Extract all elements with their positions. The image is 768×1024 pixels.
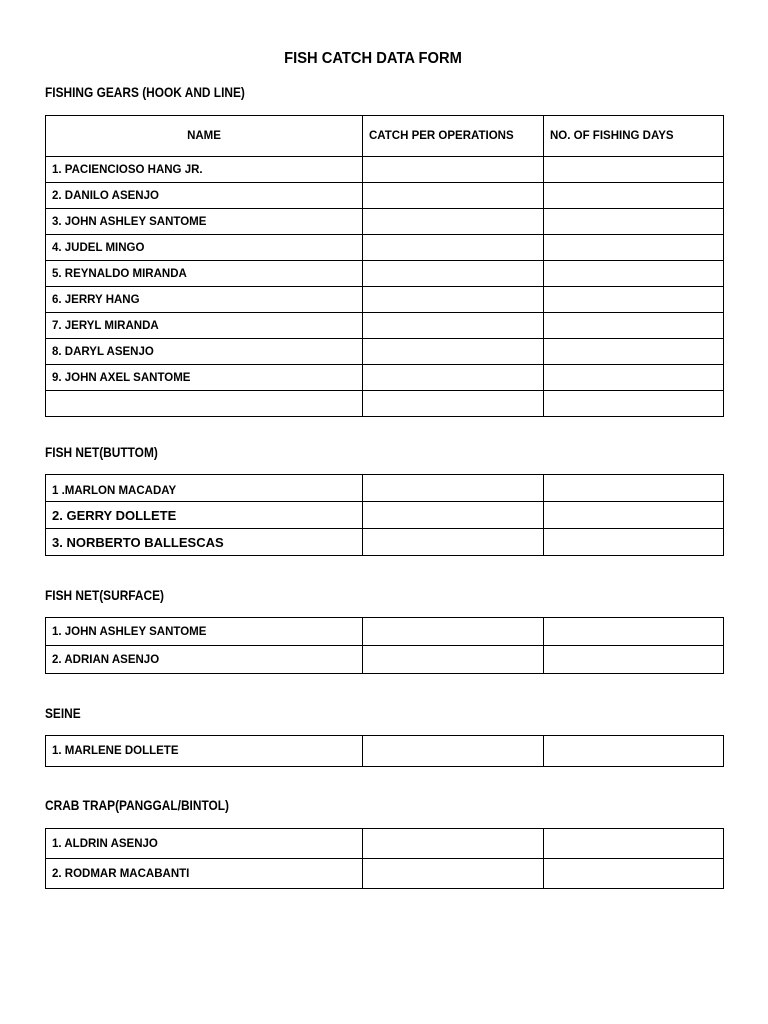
catch-cell[interactable] [363,209,544,235]
table-row [46,365,724,391]
name-cell: 2. RODMAR MACABANTI [46,859,363,889]
name-cell: 8. DARYL ASENJO [46,339,363,365]
catch-cell[interactable] [363,235,544,261]
table-row [46,261,724,287]
table-row [46,209,724,235]
days-cell[interactable] [544,618,724,646]
name-cell: 9. JOHN AXEL SANTOME [46,365,363,391]
days-cell[interactable] [544,475,724,502]
days-cell[interactable] [544,391,724,417]
catch-cell[interactable] [363,287,544,313]
catch-cell[interactable] [363,736,544,767]
name-cell: 4. JUDEL MINGO [46,235,363,261]
name-cell: 3. JOHN ASHLEY SANTOME [46,209,363,235]
catch-cell[interactable] [363,261,544,287]
table-row [46,391,724,417]
days-cell[interactable] [544,209,724,235]
name-cell: 2. DANILO ASENJO [46,183,363,209]
catch-cell[interactable] [363,529,544,556]
catch-cell[interactable] [363,157,544,183]
name-cell: 7. JERYL MIRANDA [46,313,363,339]
table-row [46,502,724,529]
column-header-days: NO. OF FISHING DAYS [544,116,724,157]
table-row [46,235,724,261]
fish-net-bottom-table [45,474,724,556]
section-label-seine: SEINE [45,705,81,721]
table-row [46,339,724,365]
name-cell: 5. REYNALDO MIRANDA [46,261,363,287]
table-row [46,183,724,209]
table-row [46,157,724,183]
section-label-hook-and-line: FISHING GEARS (HOOK AND LINE) [45,84,245,100]
hook-and-line-table [45,115,724,417]
catch-cell[interactable] [363,859,544,889]
days-cell[interactable] [544,261,724,287]
days-cell[interactable] [544,157,724,183]
days-cell[interactable] [544,235,724,261]
catch-cell[interactable] [363,502,544,529]
days-cell[interactable] [544,502,724,529]
catch-cell[interactable] [363,183,544,209]
days-cell[interactable] [544,829,724,859]
table-row [46,529,724,556]
days-cell[interactable] [544,183,724,209]
days-cell[interactable] [544,736,724,767]
table-row [46,475,724,502]
crab-trap-table [45,828,724,889]
name-cell[interactable] [46,391,363,417]
catch-cell[interactable] [363,646,544,674]
name-cell: 1 .MARLON MACADAY [46,475,363,502]
days-cell[interactable] [544,646,724,674]
days-cell[interactable] [544,313,724,339]
column-header-name: NAME [46,116,363,157]
catch-cell[interactable] [363,313,544,339]
name-cell: 1. JOHN ASHLEY SANTOME [46,618,363,646]
name-cell: 3. NORBERTO BALLESCAS [46,529,363,556]
name-cell: 1. ALDRIN ASENJO [46,829,363,859]
section-label-fish-net-bottom: FISH NET(BUTTOM) [45,444,158,460]
name-cell: 1. PACIENCIOSO HANG JR. [46,157,363,183]
table-row [46,618,724,646]
catch-cell[interactable] [363,475,544,502]
name-cell: 1. MARLENE DOLLETE [46,736,363,767]
days-cell[interactable] [544,339,724,365]
table-row [46,287,724,313]
days-cell[interactable] [544,859,724,889]
table-row [46,859,724,889]
table-row [46,829,724,859]
name-cell: 6. JERRY HANG [46,287,363,313]
catch-cell[interactable] [363,618,544,646]
section-label-crab-trap: CRAB TRAP(PANGGAL/BINTOL) [45,797,229,813]
days-cell[interactable] [544,529,724,556]
page-title: FISH CATCH DATA FORM [284,50,462,67]
catch-cell[interactable] [363,339,544,365]
table-row [46,313,724,339]
table-row [46,736,724,767]
catch-cell[interactable] [363,391,544,417]
name-cell: 2. GERRY DOLLETE [46,502,363,529]
section-label-fish-net-surface: FISH NET(SURFACE) [45,587,164,603]
column-header-catch: CATCH PER OPERATIONS [363,116,544,157]
table-header-row [46,116,724,157]
days-cell[interactable] [544,287,724,313]
catch-cell[interactable] [363,365,544,391]
fish-net-surface-table [45,617,724,674]
days-cell[interactable] [544,365,724,391]
catch-cell[interactable] [363,829,544,859]
name-cell: 2. ADRIAN ASENJO [46,646,363,674]
seine-table [45,735,724,767]
table-row [46,646,724,674]
